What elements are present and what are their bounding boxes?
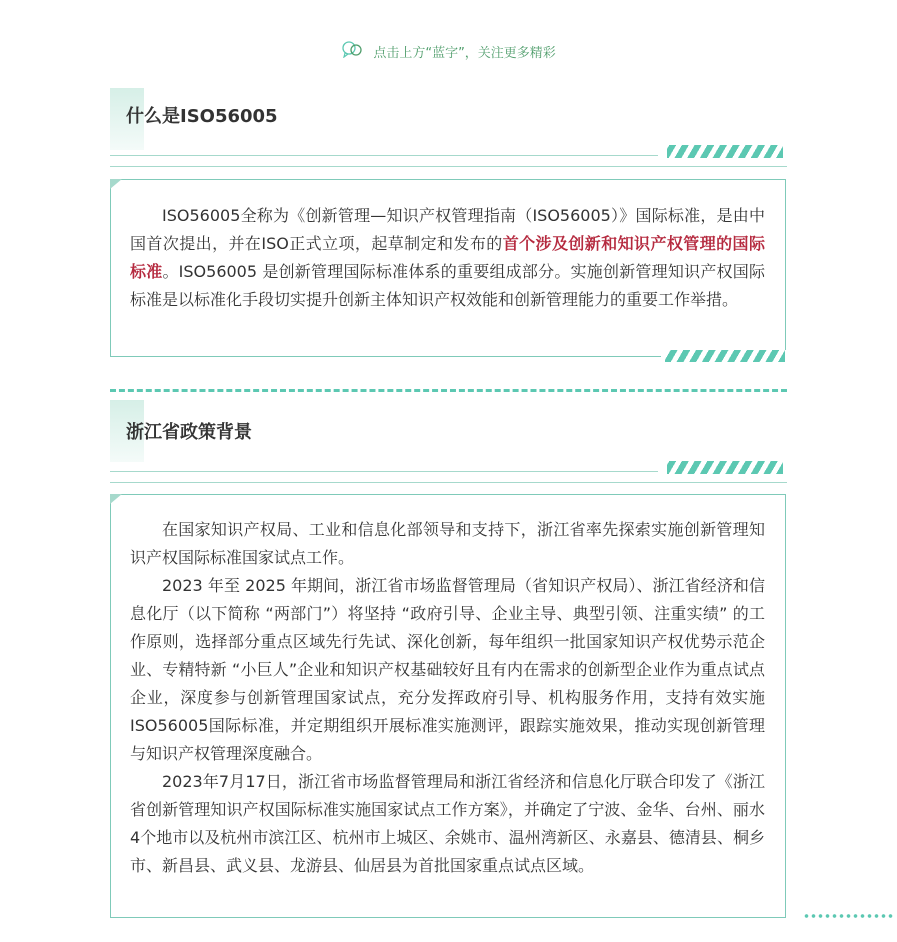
header-rule xyxy=(110,166,787,167)
section-body xyxy=(111,180,785,314)
header-stripes xyxy=(667,145,783,158)
paragraph: 在国家知识产权局、工业和信息化部领导和支持下，浙江省率先探索实施创新管理知识产权国际标准国家试点工作。 xyxy=(130,520,765,567)
paragraph-text: 。ISO56005 是创新管理国际标准体系的重要组成部分。实施创新管理知识产权国际标准是以标准化手段切实提升创新主体知识产权效能和创新管理能力的重要工作举措。 xyxy=(130,262,765,309)
paragraph-text: ISO56005全称为《创新管理—知识产权管理指南（ISO56005）》国际标准，是由中国首次提出，并在ISO正式立项，起草制定和发布的 xyxy=(130,206,765,253)
paragraph: 2023 年至 2025 年期间，浙江省市场监督管理局（省知识产权局）、浙江省经济和信息化厅（以下简称 “两部门”）将坚持 “政府引导、企业主导、典型引领、注重实绩” 的工作原则，选择部分重点区域先行先试、深化创新，每年组织一批国家知识产权优势示范企业、专精特新 “小巨人”企业和知识产权基础较好且有内在需求的创新型企业作为重点试点企业，深度参与创新管理国家试点，充分发挥政府引导、机构服务作用，支持有效实施 ISO56005国际标准，并定期组织开展标准实施测评，跟踪实施效果，推动实现创新管理与知识产权管理深度融合。 xyxy=(130,576,765,763)
section-header-iso56005 xyxy=(110,88,787,168)
header-stripes xyxy=(667,461,783,474)
bottom-dots xyxy=(803,914,893,918)
section-divider xyxy=(110,389,787,392)
chat-bubbles-icon xyxy=(341,40,363,67)
section-title: 什么是ISO56005 xyxy=(126,106,278,127)
bottom-stripes xyxy=(661,350,787,362)
header-rule xyxy=(110,471,658,472)
section-title: 浙江省政策背景 xyxy=(126,422,252,443)
header-rule xyxy=(110,155,658,156)
content-box-zhejiang xyxy=(110,494,786,918)
paragraph xyxy=(130,202,765,314)
content-box-iso56005 xyxy=(110,179,786,357)
highlight-text: 首个涉及创新和知识产权管理的国际标准 xyxy=(130,234,765,281)
corner-mark xyxy=(110,494,122,504)
follow-banner[interactable] xyxy=(0,40,897,64)
section-body xyxy=(111,495,785,880)
paragraph: 2023年7月17日，浙江省市场监督管理局和浙江省经济和信息化厅联合印发了《浙江省创新管理知识产权国际标准实施国家试点工作方案》，并确定了宁波、金华、台州、丽水4个地市以及杭州市滨江区、杭州市上城区、余姚市、温州湾新区、永嘉县、德清县、桐乡市、新昌县、武义县、龙游县、仙居县为首批国家重点试点区域。 xyxy=(130,772,765,875)
section-header-zhejiang xyxy=(110,400,787,480)
follow-banner-text: 点击上方“蓝字”，关注更多精彩 xyxy=(373,46,556,61)
header-rule xyxy=(110,482,787,483)
corner-mark xyxy=(110,179,122,189)
